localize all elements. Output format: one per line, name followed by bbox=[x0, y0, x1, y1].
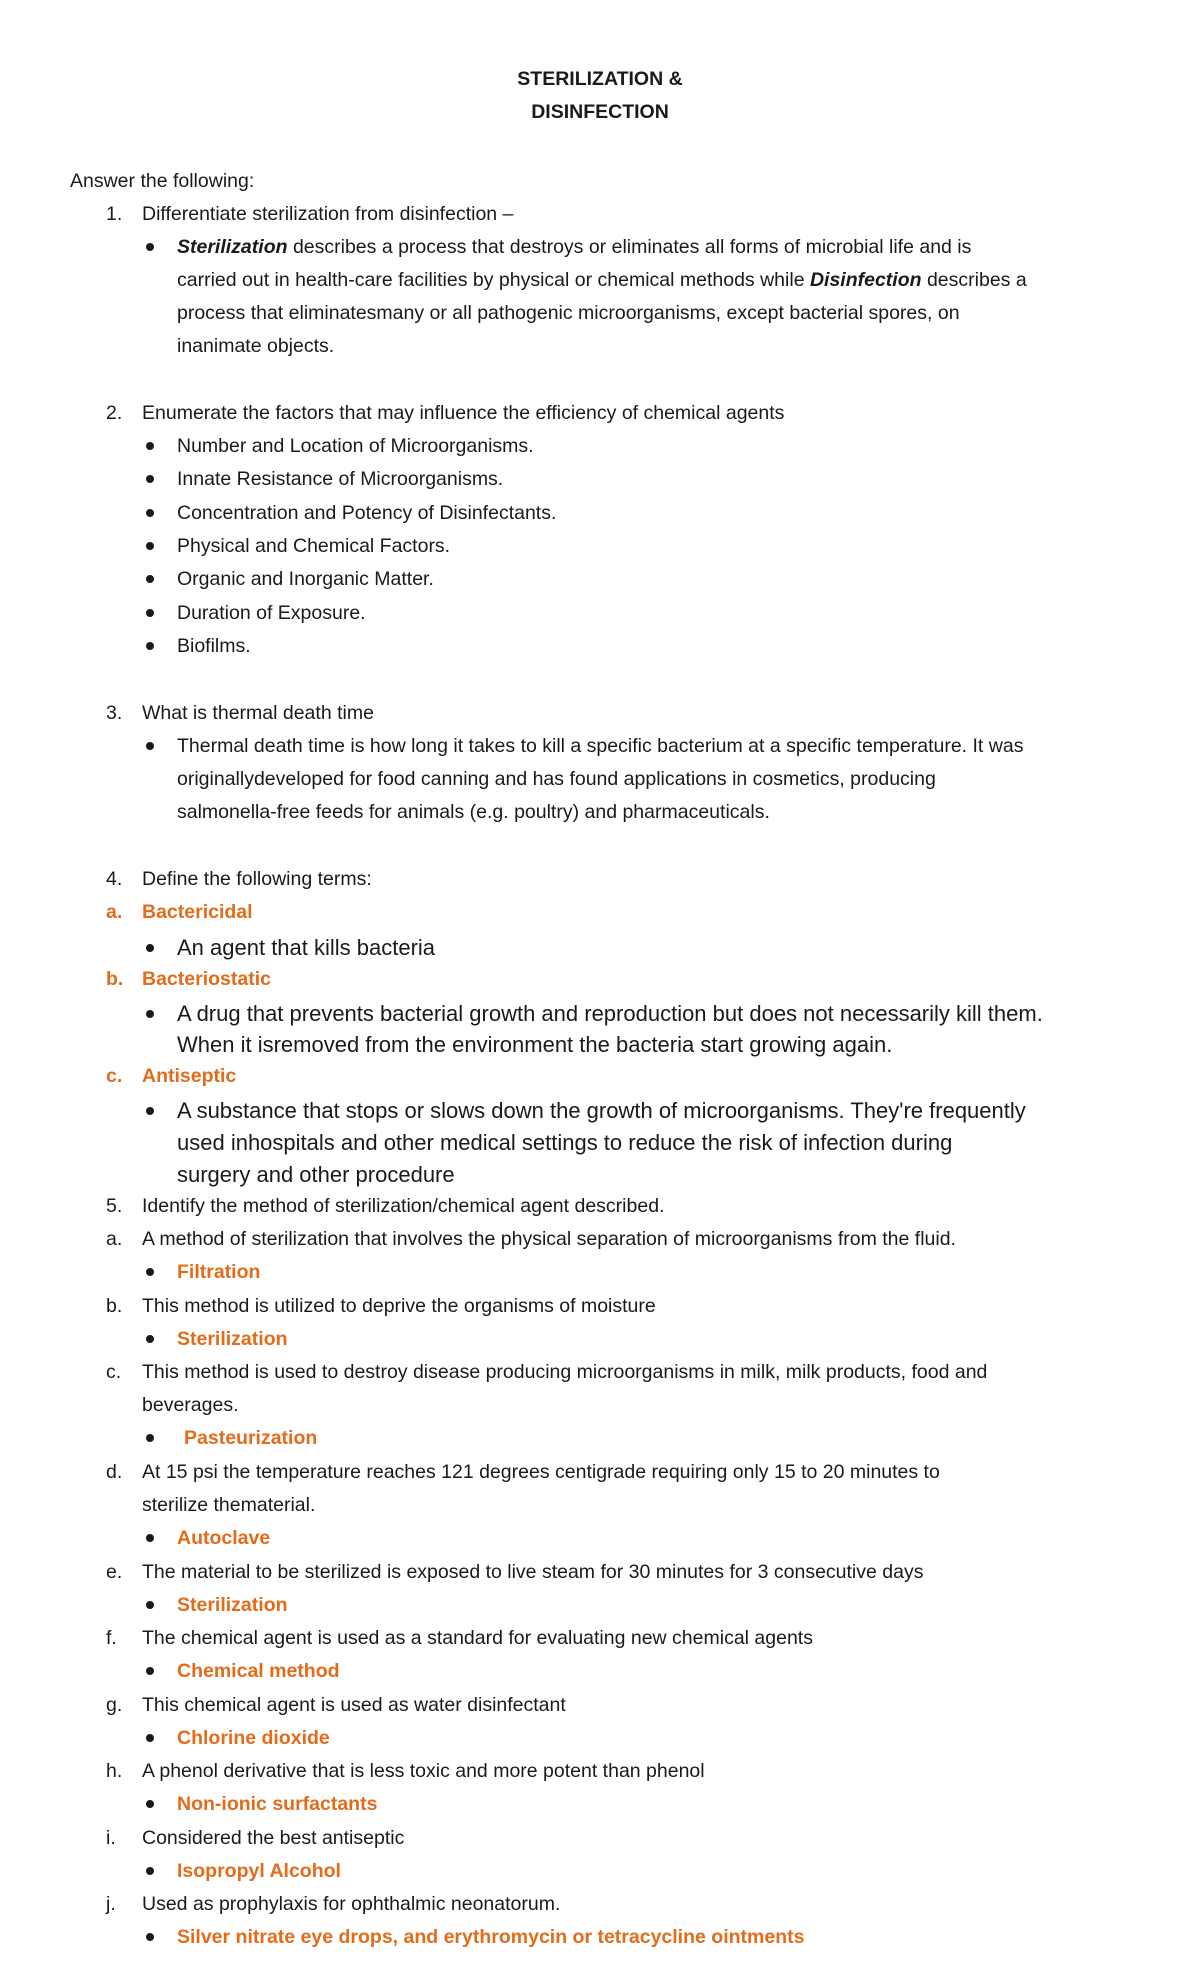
item-description: At 15 psi the temperature reaches 121 degrees centigrade requiring only 15 to 20 minutes to bbox=[142, 1461, 940, 1483]
item-letter: f. bbox=[106, 1627, 117, 1649]
q3-number: 3. bbox=[106, 702, 123, 724]
item-answer: Silver nitrate eye drops, and erythromycin or tetracycline ointments bbox=[177, 1926, 805, 1948]
bullet bbox=[146, 944, 154, 952]
item-description: This method is utilized to deprive the organisms of moisture bbox=[142, 1295, 656, 1317]
item-description: The chemical agent is used as a standard for evaluating new chemical agents bbox=[142, 1627, 813, 1649]
term-sterilization: Sterilization bbox=[177, 236, 288, 258]
item-answer: Isopropyl Alcohol bbox=[177, 1860, 341, 1882]
q1-answer-line1 bbox=[177, 234, 971, 260]
q2-factor: Physical and Chemical Factors. bbox=[177, 535, 451, 557]
q1-answer-line2 bbox=[177, 267, 1027, 293]
item-answer: Sterilization bbox=[177, 1328, 288, 1350]
term-name: Bacteriostatic bbox=[142, 968, 271, 990]
q2-factor: Concentration and Potency of Disinfectants. bbox=[177, 502, 557, 524]
bullet bbox=[146, 575, 154, 583]
item-letter: b. bbox=[106, 1295, 123, 1317]
q2-factor: Organic and Inorganic Matter. bbox=[177, 568, 434, 590]
q2-factor: Biofilms. bbox=[177, 635, 251, 657]
q2-factor: Number and Location of Microorganisms. bbox=[177, 435, 534, 457]
item-answer: Chemical method bbox=[177, 1660, 340, 1682]
item-letter: c. bbox=[106, 1361, 122, 1383]
item-answer: Filtration bbox=[177, 1261, 261, 1283]
item-letter: j. bbox=[106, 1893, 116, 1915]
q1-line1-text: describes a process that destroys or eliminates all forms of microbial life and is bbox=[287, 236, 972, 258]
bullet bbox=[146, 1434, 154, 1442]
term-letter: b. bbox=[106, 968, 124, 990]
bullet bbox=[146, 609, 154, 617]
item-letter: g. bbox=[106, 1694, 123, 1716]
bullet bbox=[146, 1933, 154, 1941]
bullet bbox=[146, 509, 154, 517]
q3-answer-line: salmonella-free feeds for animals (e.g. poultry) and pharmaceuticals. bbox=[177, 801, 770, 823]
item-description: The material to be sterilized is exposed to live steam for 30 minutes for 3 consecutive days bbox=[142, 1561, 924, 1583]
bullet bbox=[146, 243, 154, 251]
bullet bbox=[146, 475, 154, 483]
term-definition: A substance that stops or slows down the growth of microorganisms. They're frequently bbox=[177, 1098, 1026, 1123]
bullet bbox=[146, 442, 154, 450]
q2-number: 2. bbox=[106, 402, 123, 424]
term-letter: c. bbox=[106, 1065, 123, 1087]
q4-number: 4. bbox=[106, 868, 123, 890]
item-answer: Chlorine dioxide bbox=[177, 1727, 330, 1749]
item-description: A method of sterilization that involves the physical separation of microorganisms from the fluid. bbox=[142, 1228, 956, 1250]
q2-question: Enumerate the factors that may influence the efficiency of chemical agents bbox=[142, 402, 785, 424]
item-description: Considered the best antiseptic bbox=[142, 1827, 405, 1849]
bullet bbox=[146, 542, 154, 550]
item-letter: i. bbox=[106, 1827, 116, 1849]
bullet bbox=[146, 1734, 154, 1742]
q1-line2-text: carried out in health-care facilities by physical or chemical methods while bbox=[177, 269, 810, 291]
term-disinfection: Disinfection bbox=[809, 269, 922, 291]
item-description: This chemical agent is used as water disinfectant bbox=[142, 1694, 566, 1716]
bullet bbox=[146, 1010, 154, 1018]
item-description: This method is used to destroy disease producing microorganisms in milk, milk products, food and bbox=[142, 1361, 988, 1383]
q2-factor: Innate Resistance of Microorganisms. bbox=[177, 468, 504, 490]
term-letter: a. bbox=[106, 901, 123, 923]
item-description: A phenol derivative that is less toxic and more potent than phenol bbox=[142, 1760, 705, 1782]
bullet bbox=[146, 1268, 154, 1276]
item-letter: e. bbox=[106, 1561, 123, 1583]
term-definition: When it isremoved from the environment the bacteria start growing again. bbox=[177, 1032, 893, 1057]
item-letter: d. bbox=[106, 1461, 123, 1483]
q5-number: 5. bbox=[106, 1195, 123, 1217]
bullet bbox=[146, 1335, 154, 1343]
item-letter: h. bbox=[106, 1760, 123, 1782]
document-title-line1: STERILIZATION & bbox=[517, 68, 683, 90]
term-definition: A drug that prevents bacterial growth and reproduction but does not necessarily kill them. bbox=[177, 1001, 1043, 1026]
bullet bbox=[146, 1601, 154, 1609]
q1-line2-rest: describes a bbox=[921, 269, 1027, 291]
term-definition: An agent that kills bacteria bbox=[177, 935, 436, 960]
item-letter: a. bbox=[106, 1228, 123, 1250]
q1-question: Differentiate sterilization from disinfection – bbox=[142, 203, 514, 225]
term-definition: surgery and other procedure bbox=[177, 1162, 455, 1187]
item-answer: Autoclave bbox=[177, 1527, 271, 1549]
q1-answer-line3: process that eliminatesmany or all pathogenic microorganisms, except bacterial spores, on bbox=[177, 302, 960, 324]
bullet bbox=[146, 1667, 154, 1675]
bullet bbox=[146, 1534, 154, 1542]
q3-answer-line: Thermal death time is how long it takes to kill a specific bacterium at a specific temperature. It was bbox=[177, 735, 1024, 757]
q3-question: What is thermal death time bbox=[142, 702, 374, 724]
bullet bbox=[146, 742, 154, 750]
term-definition: used inhospitals and other medical settings to reduce the risk of infection during bbox=[177, 1130, 953, 1155]
item-answer: Pasteurization bbox=[184, 1427, 318, 1449]
item-answer: Sterilization bbox=[177, 1594, 288, 1616]
q2-factor: Duration of Exposure. bbox=[177, 602, 366, 624]
q1-number: 1. bbox=[106, 203, 123, 225]
q1-answer-line4: inanimate objects. bbox=[177, 335, 335, 357]
bullet bbox=[146, 1800, 154, 1808]
q4-question: Define the following terms: bbox=[142, 868, 372, 890]
q5-question: Identify the method of sterilization/chemical agent described. bbox=[142, 1195, 665, 1217]
item-description: sterilize thematerial. bbox=[142, 1494, 316, 1516]
item-description: beverages. bbox=[142, 1394, 239, 1416]
q3-answer-line: originallydeveloped for food canning and has found applications in cosmetics, producing bbox=[177, 768, 936, 790]
document-title-line2: DISINFECTION bbox=[531, 101, 669, 123]
item-answer: Non-ionic surfactants bbox=[177, 1793, 378, 1815]
bullet bbox=[146, 1107, 154, 1115]
term-name: Bactericidal bbox=[142, 901, 253, 923]
item-description: Used as prophylaxis for ophthalmic neonatorum. bbox=[142, 1893, 561, 1915]
bullet bbox=[146, 1867, 154, 1875]
bullet bbox=[146, 642, 154, 650]
intro-text: Answer the following: bbox=[70, 170, 255, 192]
term-name: Antiseptic bbox=[142, 1065, 237, 1087]
